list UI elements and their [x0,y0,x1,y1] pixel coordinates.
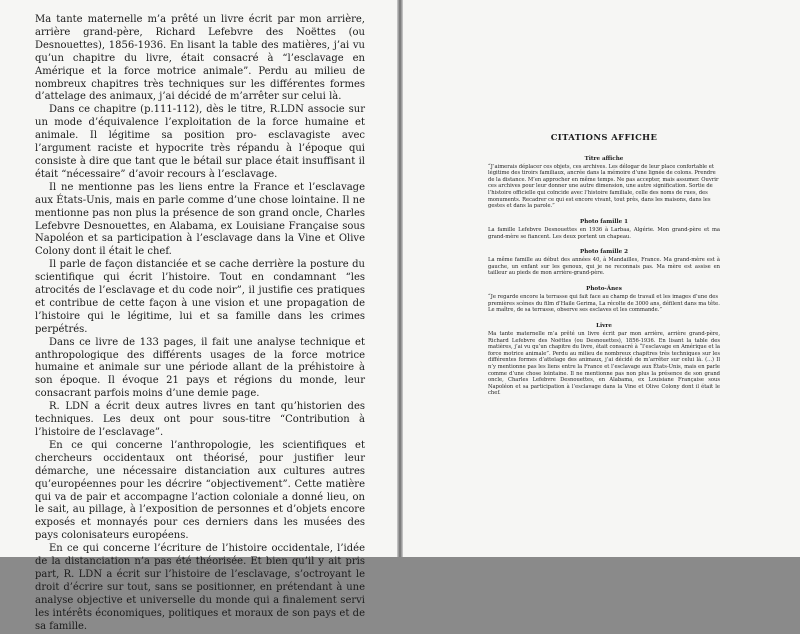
page-title: CITATIONS AFFICHE [550,132,658,142]
paragraph: Il ne mentionne pas les liens entre la France et l’esclavage aux États-Unis, mais en parle comme d’une chose lointaine. Il ne mentionne pas non plus la présence de son grand oncle, Charles Lefebvre Desnouettes, en Alabama, ex Louisiane Française sous Napoléon et sa participation à l’esclavage dans la Vine et Olive Colony dont il était le chef. [35,181,365,258]
paragraph: En ce qui concerne l’anthropologie, les scientifiques et chercheurs occidentaux ont théorisé, pour justifier leur démarche, une nécessaire distanciation aux cultures autres qu’européennes pour les décrire “objectivement”. Cette matière qui va de pair et accompagne l’action coloniale a donné lieu, on le sait, au pillage, à l’exposition de personnes et d’objets encore exposés et monnayés pour ces derniers dans les musées des pays colonisateurs européens. [35,439,365,542]
section-heading: Photo famille 2 [580,249,628,256]
paragraph: Dans ce chapitre (p.111-112), dès le titre, R.LDN associe sur un mode d’équivalence l’exploitation de la force humaine et animale. Il légitime sa position pro- esclavagiste avec l’argument raciste et hypocrite très répandu à l’époque qui consiste à dire que tant que le bétail sur place était insuffisant il était “nécessaire” d’avoir recours à l’esclavage. [35,104,365,180]
section-body: “Je regarde encore la terrasse qui fait face au champ de travail et les images d’une des premières scènes du film d’Haile Gerima, La récolte de 3000 ans, défilent dans ma tête. Le maître, de sa terrasse, observe ses esclaves et les commande.” [488,294,720,314]
right-page [403,0,800,557]
paragraph: R. LDN a écrit deux autres livres en tant qu’historien des techniques. Les deux ont pour sous-titre “Contribution à l’histoire de l’esclavage”. [35,401,365,438]
section-heading: Photo famille 1 [580,218,628,225]
section-body: La même famille au début des années 40, à Mandailles, France. Ma grand-mère est à gauche, un enfant sur les genoux, qui je ne reconnais pas. Ma mère est assise en tailleur au pieds de mon arrière-grand-père. [488,257,720,277]
section-body: La famille Lefebvre Desnouettes en 1936 à Larbaa, Algérie. Mon grand-père et ma grand-mère se fiancent. Les deux portent un chapeau. [488,226,720,240]
section-heading: Livre [596,322,612,329]
paragraph: Il parle de façon distanciée et se cache derrière la posture du scientifique qui écrit l’histoire. Tout en condamnant “les atrocités de l’esclavage et du code noir”, il justifie ces pratiques et contribue de cette façon à une vision et une propagation de l’histoire qui le légitime, lui et sa famille dans les crimes perpétrés. [35,259,365,335]
essay-text [35,14,365,634]
paragraph: En ce qui concerne l’écriture de l’histoire occidentale, l’idée de la distanciation n’a pas été théorisée. Et bien qu’il y ait pris part, R. LDN a écrit sur l’histoire de l’esclavage, s’octroyant le droit d’écrire sur tout, sans se positionner, en prétendant à une analyse objective et universelle du monde qui a finalement servi les intérêts économiques, politiques et moraux de son pays et de sa famille. [35,543,365,632]
citations-column [488,134,720,406]
paragraph: Dans ce livre de 133 pages, il fait une analyse technique et anthropologique des différents usages de la force motrice humaine et animale sur une période allant de la préhistoire à son époque. Il évoque 21 pays et régions du monde, leur consacrant parfois moins d’une demie page. [35,336,365,400]
section-heading: Titre affiche [584,155,624,162]
section-heading: Photo-Ânes [586,286,622,292]
section-body: “J’aimerais déplacer ces objets, ces archives. Les délogar de leur place confortable et légitime des tiroirs familiaux, ancrée dans la mémoire d’une lignée de colons. Prendre de la distance. M’en approcher en même temps. Ne pas accepter, mais assumer. Ouvrir ces archives pour leur donner une autre dimension, une autre signification. Sortie de l’histoire officielle qui coïncide avec l’histoire familiale, celle des noms de rues, des monuments. Recadrer ce qui est encore vivant, tout près, dans les maisons, dans les gestes et dans la parole.” [488,163,719,210]
paragraph: Ma tante maternelle m’a prêté un livre écrit par mon arrière, arrière grand-père, Richard Lefebvre des Noëttes (ou Desnouettes), 1856-1936. En lisant la table des matières, j’ai vu qu’un chapitre du livre, était consacré à “l’esclavage en Amérique et la force motrice animale”. Perdu au milieu de nombreux chapitres très techniques sur les différentes formes d’attelage des animaux, j’ai décidé de m’arrêter sur celui là. [35,14,365,103]
left-page [0,0,397,632]
section-body: Ma tante maternelle m’a prêté un livre écrit par mon arrière, arrière grand-père, Richard Lefebvre des Noëttes (ou Desnouettes), 1856-1936. En lisant la table des matières, j’ai vu qu’un chapitre du livre, était consacré à “l’esclavage en Amérique et la force motrice animale”. Perdu au milieu de nombreux chapitres très techniques sur les différentes formes d’attelage des animaux, j’ai décidé de m’arrêter sur celui là. (...) Il n’y mentionne pas les liens entre la France et l’esclavage aux États-Unis, mais en parle comme d’une chose lointaine. Il ne mentionne pas non plus la présence de son grand oncle, Charles Lefebvre Desnouettes, en Alabama, ex Louisiane Française sous Napoléon et sa participation à l’esclavage dans la Vine et Olive Colony dont il était le chef. [488,330,720,397]
